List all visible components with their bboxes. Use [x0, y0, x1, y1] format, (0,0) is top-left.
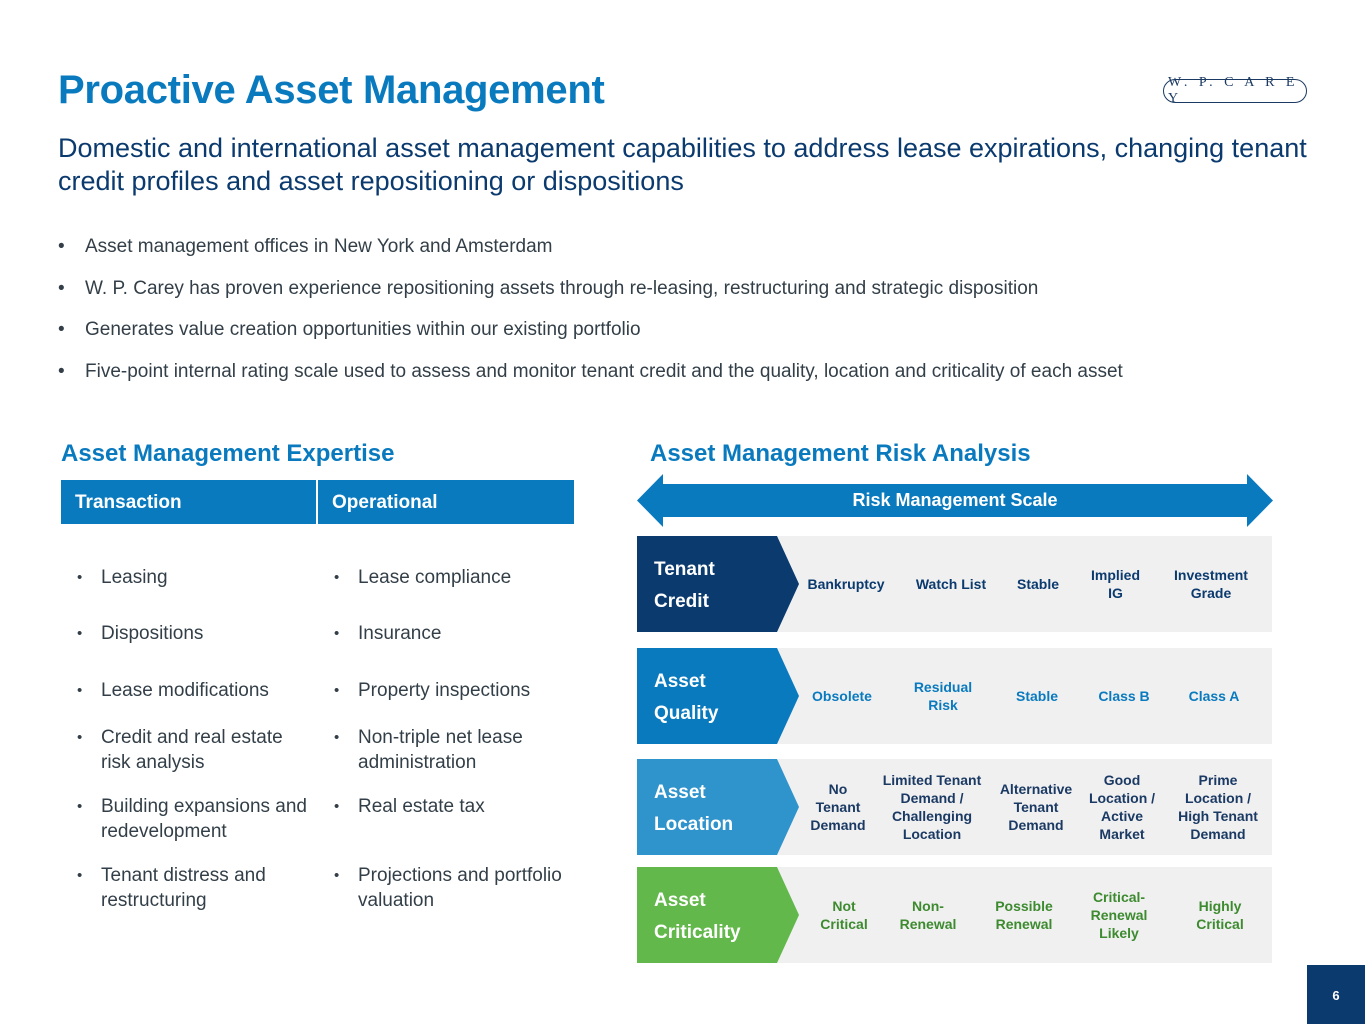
- operational-item: • Property inspections: [334, 678, 574, 703]
- rating-cell: Implied IG: [1090, 567, 1140, 601]
- rating-cell: Watch List: [915, 576, 987, 592]
- row-label: Asset Quality: [654, 671, 719, 724]
- rating-cell: Limited Tenant Demand / Challenging Location: [882, 772, 982, 842]
- operational-item: • Projections and portfolio valuation: [334, 863, 574, 913]
- operational-item: • Non-triple net lease administration: [334, 725, 574, 775]
- summary-bullet: • Generates value creation opportunities within our existing portfolio: [58, 317, 1318, 359]
- risk-row-tenant-credit: [637, 536, 1272, 632]
- rating-cell: No Tenant Demand: [810, 781, 866, 833]
- summary-bullet: • Five-point internal rating scale used to assess and monitor tenant credit and the quality, location and criticality of each asset: [58, 359, 1318, 401]
- transaction-item: • Lease modifications: [77, 678, 317, 703]
- expertise-table-header: [61, 480, 574, 524]
- company-logo: W. P. C A R E Y: [1163, 79, 1307, 103]
- page-number: 6: [1307, 965, 1365, 1024]
- rating-cell: Residual Risk: [913, 679, 973, 713]
- risk-row-asset-quality: [637, 648, 1272, 744]
- operational-item: • Real estate tax: [334, 794, 494, 819]
- row-label: Tenant Credit: [654, 559, 715, 612]
- summary-bullet: • W. P. Carey has proven experience repositioning assets through re-leasing, restructuring and strategic disposition: [58, 276, 1318, 318]
- risk-row-asset-location: [637, 759, 1272, 855]
- rating-cell: Good Location / Active Market: [1088, 772, 1156, 842]
- row-label: Asset Criticality: [654, 890, 741, 943]
- page-subtitle: Domestic and international asset management capabilities to address lease expirations, changing tenant credit profiles and asset repositioning or dispositions: [58, 133, 1307, 196]
- transaction-item: • Building expansions and redevelopment: [77, 794, 317, 844]
- rating-cell: Obsolete: [812, 688, 872, 704]
- transaction-item: • Tenant distress and restructuring: [77, 863, 317, 913]
- rating-cell: Alternative Tenant Demand: [999, 781, 1073, 833]
- row-label: Asset Location: [654, 782, 734, 835]
- risk-row-asset-criticality: [637, 867, 1272, 963]
- summary-bullet: • Asset management offices in New York and Amsterdam: [58, 234, 1318, 276]
- operational-item: • Lease compliance: [334, 565, 574, 590]
- transaction-item: • Dispositions: [77, 621, 317, 646]
- rating-cell: Highly Critical: [1196, 898, 1244, 932]
- risk-scale-arrow: [637, 474, 1273, 527]
- rating-cell: Bankruptcy: [807, 576, 885, 592]
- rating-cell: Stable: [1015, 688, 1058, 704]
- summary-bullets: [58, 234, 1318, 400]
- rating-cell: Stable: [1016, 576, 1059, 592]
- expertise-heading: Asset Management Expertise: [61, 440, 395, 467]
- transaction-column-header: Transaction: [61, 480, 316, 524]
- page-title: Proactive Asset Management: [58, 68, 605, 112]
- risk-scale-label: Risk Management Scale: [852, 490, 1058, 510]
- rating-cell: Prime Location / High Tenant Demand: [1178, 772, 1258, 842]
- operational-item: • Insurance: [334, 621, 574, 646]
- rating-cell: Investment Grade: [1174, 567, 1248, 601]
- operational-column-header: Operational: [318, 480, 574, 524]
- rating-cell: Class A: [1188, 688, 1240, 704]
- rating-cell: Possible Renewal: [995, 898, 1053, 932]
- transaction-item: • Credit and real estate risk analysis: [77, 725, 317, 775]
- transaction-item: • Leasing: [77, 565, 317, 590]
- risk-analysis-heading: Asset Management Risk Analysis: [650, 440, 1031, 467]
- rating-cell: Critical-Renewal Likely: [1090, 889, 1148, 941]
- rating-cell: Non-Renewal: [899, 898, 957, 932]
- rating-cell: Class B: [1098, 688, 1150, 704]
- rating-cell: Not Critical: [820, 898, 868, 932]
